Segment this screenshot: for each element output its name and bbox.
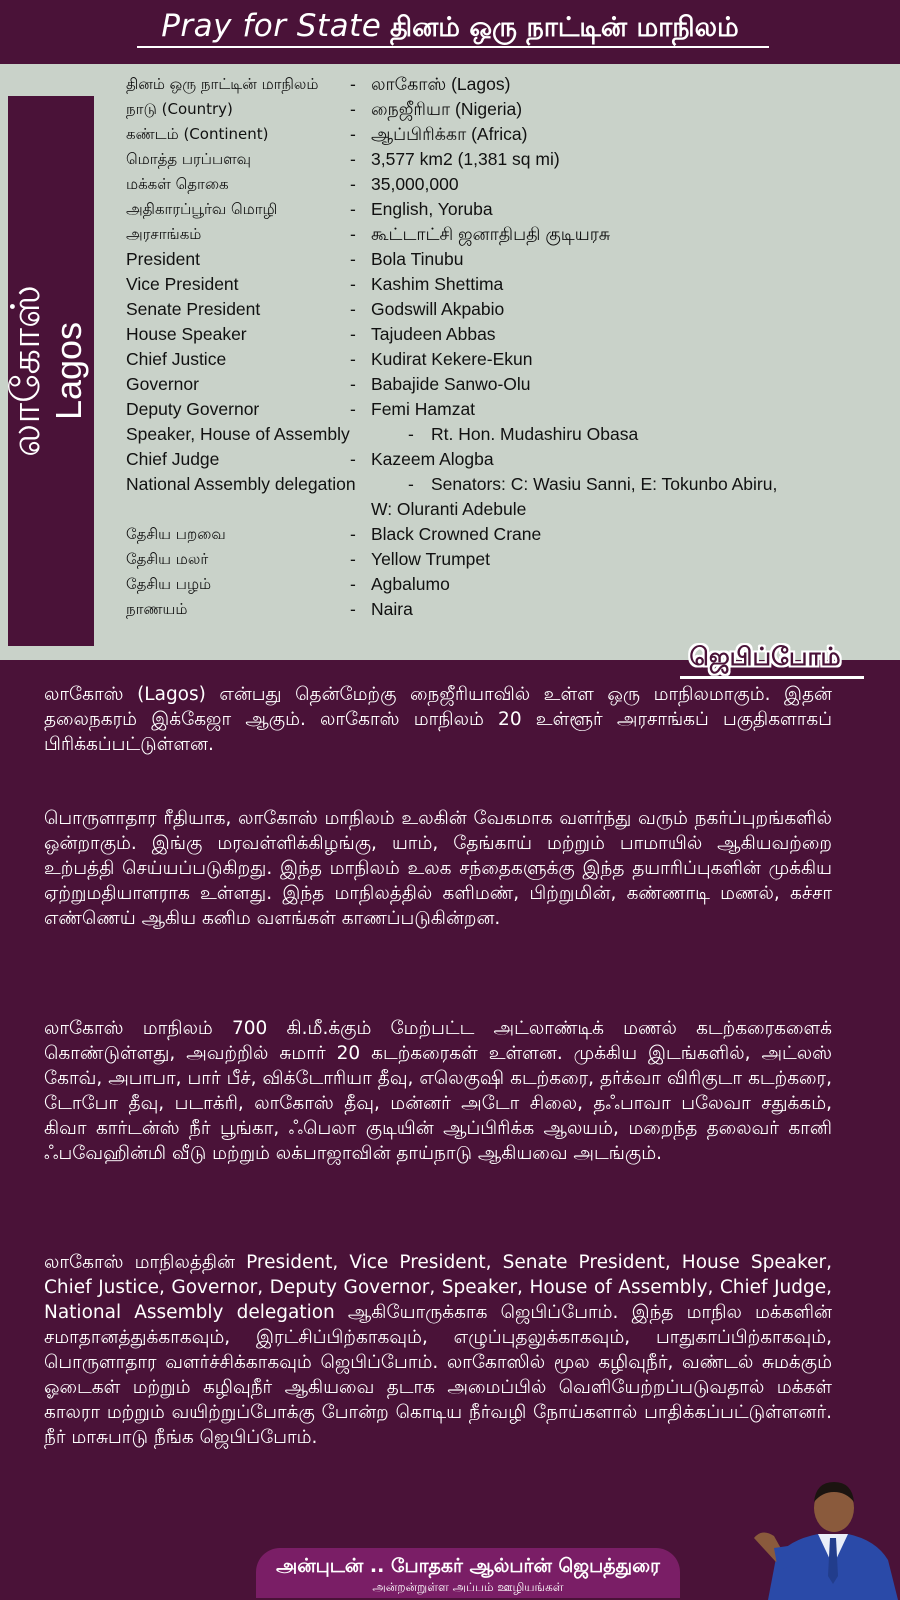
info-label: நாணயம் — [126, 600, 188, 618]
info-label: அதிகாரப்பூர்வ மொழி — [126, 200, 278, 218]
info-separator: - — [350, 599, 356, 619]
info-label: தேசிய பழம் — [126, 575, 212, 593]
paragraph-intro: லாகோஸ் (Lagos) என்பது தென்மேற்கு நைஜீரியாவில் உள்ள ஒரு மாநிலமாகும். இதன் தலைநகரம் இக்கேஜா ஆகும். லாகோஸ் மாநிலம் 20 உள்ளூர் அரசாங்கப் பகுதிகளாகப் பிரிக்கப்பட்டுள்ளன. — [44, 684, 832, 755]
info-separator: - — [350, 199, 356, 219]
info-row — [126, 522, 886, 547]
info-separator: - — [350, 449, 356, 469]
paragraph-prayer: லாகோஸ் மாநிலத்தின் President, Vice President, Senate President, House Speaker, Chief Justice, Governor, Deputy Governor, Speaker, House of Assembly, Chief Judge, National Assembly delegation ஆகியோருக்காக ஜெபிப்போம். இந்த மாநில மக்களின் சமாதானத்துக்காகவும், இரட்சிப்பிற்காகவும், எழுப்புதலுக்காகவும், பாதுகாப்பிற்காகவும், பொருளாதார வளர்ச்சிக்காகவும் ஜெபிப்போம். லாகோஸில் மூல கழிவுநீர், வண்டல் சுமக்கும் ஓடைகள் மற்றும் கழிவுநீர் ஆகியவை தடாக அமைப்பில் வெளியேற்றப்படுவதால் மக்கள் காலரா மற்றும் வயிற்றுப்போக்கு போன்ற கொடிய நீர்வழி நோய்களால் பாதிக்கப்பட்டுள்ளனர். நீர் மாசுபாடு நீங்க ஜெபிப்போம். — [44, 1252, 832, 1448]
info-value: நைஜீரியா (Nigeria) — [371, 99, 523, 119]
info-value: Tajudeen Abbas — [371, 324, 496, 344]
paragraph-economy: பொருளாதார ரீதியாக, லாகோஸ் மாநிலம் உலகின் வேகமாக வளர்ந்து வரும் நகர்ப்புறங்களில் ஒன்றாகும். இங்கு மரவள்ளிக்கிழங்கு, யாம், தேங்காய் மற்றும் பாமாயில் ஆகியவற்றை உற்பத்தி செய்யப்படுகிறது. இந்த மாநிலம் உலக சந்தைகளுக்கு இந்த தயாரிப்புகளின் முக்கிய ஏற்றுமதியாளராக உள்ளது. இந்த மாநிலத்தில் களிமண், பிற்றுமின், கண்ணாடி மணல், கச்சா எண்ணெய் ஆகிய கனிம வளங்கள் காணப்படுகின்றன. — [44, 808, 832, 929]
title-english: Pray for State — [161, 8, 382, 44]
info-label: நாடு (Country) — [126, 100, 233, 118]
info-separator: - — [350, 349, 356, 369]
info-label: Vice President — [126, 274, 239, 294]
info-row — [126, 472, 886, 497]
info-row — [126, 372, 886, 397]
info-value: 3,577 km2 (1,381 sq mi) — [371, 149, 560, 169]
info-value: Black Crowned Crane — [371, 524, 542, 544]
info-value: Agbalumo — [371, 574, 450, 594]
info-row — [126, 572, 886, 597]
info-separator: - — [408, 424, 414, 444]
info-label: தேசிய மலர் — [126, 550, 209, 568]
info-separator: - — [350, 574, 356, 594]
info-row — [126, 97, 886, 122]
state-name-vertical — [4, 285, 90, 457]
paragraph-landmarks: லாகோஸ் மாநிலம் 700 கி.மீ.க்கும் மேற்பட்ட அட்லாண்டிக் மணல் கடற்கரைகளைக் கொண்டுள்ளது, அவற்றில் சுமார் 20 கடற்கரைகள் உள்ளன. முக்கிய இடங்களில், அட்லஸ் கோவ், அபாபா, பார் பீச், விக்டோரியா தீவு, எலெகுஷி கடற்கரை, தர்க்வா விரிகுடா கடற்கரை, டோபோ தீவு, படாக்ரி, லாகோஸ் தீவு, மன்னர் அடோ சிலை, தஃபாவா பலேவா சதுக்கம், கிவா கார்டன்ஸ் நீர் பூங்கா, ஃபெலா குடியின் ஆப்பிரிக்க ஆலயம், மறைந்த தலைவர் கானி ஃபவேஹின்மி வீடு மற்றும் லக்பாஜாவின் தாய்நாடு ஆகியவை அடங்கும். — [44, 1018, 832, 1164]
info-value: Godswill Akpabio — [371, 299, 505, 319]
info-value: Kudirat Kekere-Ekun — [371, 349, 533, 369]
info-label: Chief Judge — [126, 449, 220, 469]
info-separator: - — [350, 174, 356, 194]
info-value: கூட்டாட்சி ஜனாதிபதி குடியரசு — [371, 224, 611, 244]
info-label: கண்டம் (Continent) — [126, 125, 269, 143]
info-value: W: Oluranti Adebule — [371, 499, 527, 519]
info-label: மக்கள் தொகை — [126, 175, 229, 193]
info-label: Senate President — [126, 299, 261, 319]
info-value: Kazeem Alogba — [371, 449, 494, 469]
info-label: Governor — [126, 374, 199, 394]
info-separator: - — [350, 299, 356, 319]
info-row — [126, 322, 886, 347]
info-separator: - — [350, 249, 356, 269]
pray-badge: ஜெபிப்போம் — [689, 642, 841, 671]
info-row — [126, 447, 886, 472]
page-title — [0, 6, 900, 48]
info-separator: - — [350, 99, 356, 119]
footer-author: அன்புடன் .. போதகர் ஆல்பர்ன் ஜெபத்துரை — [276, 1555, 660, 1577]
info-row — [126, 122, 886, 147]
info-value: Kashim Shettima — [371, 274, 504, 294]
info-separator: - — [350, 399, 356, 419]
info-value: English, Yoruba — [371, 199, 493, 219]
info-separator: - — [350, 324, 356, 344]
info-row — [126, 422, 886, 447]
info-row — [126, 347, 886, 372]
info-row — [126, 397, 886, 422]
state-name-english: Lagos — [48, 321, 89, 421]
info-row — [126, 597, 886, 622]
info-row — [126, 247, 886, 272]
info-value: Yellow Trumpet — [371, 549, 490, 569]
info-value: Bola Tinubu — [371, 249, 464, 269]
info-label: Chief Justice — [126, 349, 227, 369]
info-row — [126, 272, 886, 297]
info-separator: - — [350, 274, 356, 294]
preacher-photo — [748, 1466, 900, 1600]
info-label: தினம் ஒரு நாட்டின் மாநிலம் — [126, 75, 319, 93]
page-header — [0, 0, 900, 64]
footer-signature — [256, 1548, 680, 1598]
info-row — [126, 197, 886, 222]
info-label: தேசிய பறவை — [126, 525, 226, 543]
info-separator: - — [350, 549, 356, 569]
pray-underline — [680, 676, 864, 679]
info-value: Babajide Sanwo-Olu — [371, 374, 531, 394]
state-name-tamil: லாகோஸ் — [3, 285, 49, 457]
info-separator: - — [350, 124, 356, 144]
info-row — [126, 297, 886, 322]
info-value: Rt. Hon. Mudashiru Obasa — [431, 424, 639, 444]
info-separator: - — [408, 474, 414, 494]
info-row — [126, 72, 886, 97]
info-label: House Speaker — [126, 324, 247, 344]
info-label: Speaker, House of Assembly — [126, 424, 350, 444]
info-value: Femi Hamzat — [371, 399, 476, 419]
info-label: மொத்த பரப்பளவு — [126, 150, 252, 168]
info-row — [126, 497, 886, 522]
title-underline — [137, 46, 769, 48]
info-label: Deputy Governor — [126, 399, 260, 419]
info-row — [126, 147, 886, 172]
info-separator: - — [350, 374, 356, 394]
footer-ministry: அன்றன்றுள்ள அப்பம் ஊழியங்கள் — [372, 1580, 564, 1594]
info-label: National Assembly delegation — [126, 474, 356, 494]
info-label: அரசாங்கம் — [126, 225, 202, 243]
info-separator: - — [350, 524, 356, 544]
info-value: ஆப்பிரிக்கா (Africa) — [371, 124, 528, 144]
info-label: President — [126, 249, 200, 269]
info-value: Senators: C: Wasiu Sanni, E: Tokunbo Abiru, — [431, 474, 778, 494]
info-row — [126, 172, 886, 197]
info-value: லாகோஸ் (Lagos) — [371, 74, 511, 94]
info-row — [126, 547, 886, 572]
info-value: 35,000,000 — [371, 174, 459, 194]
info-separator: - — [350, 74, 356, 94]
info-row — [126, 222, 886, 247]
info-separator: - — [350, 224, 356, 244]
info-value: Naira — [371, 599, 413, 619]
title-tamil: தினம் ஒரு நாட்டின் மாநிலம் — [389, 12, 739, 43]
info-separator: - — [350, 149, 356, 169]
